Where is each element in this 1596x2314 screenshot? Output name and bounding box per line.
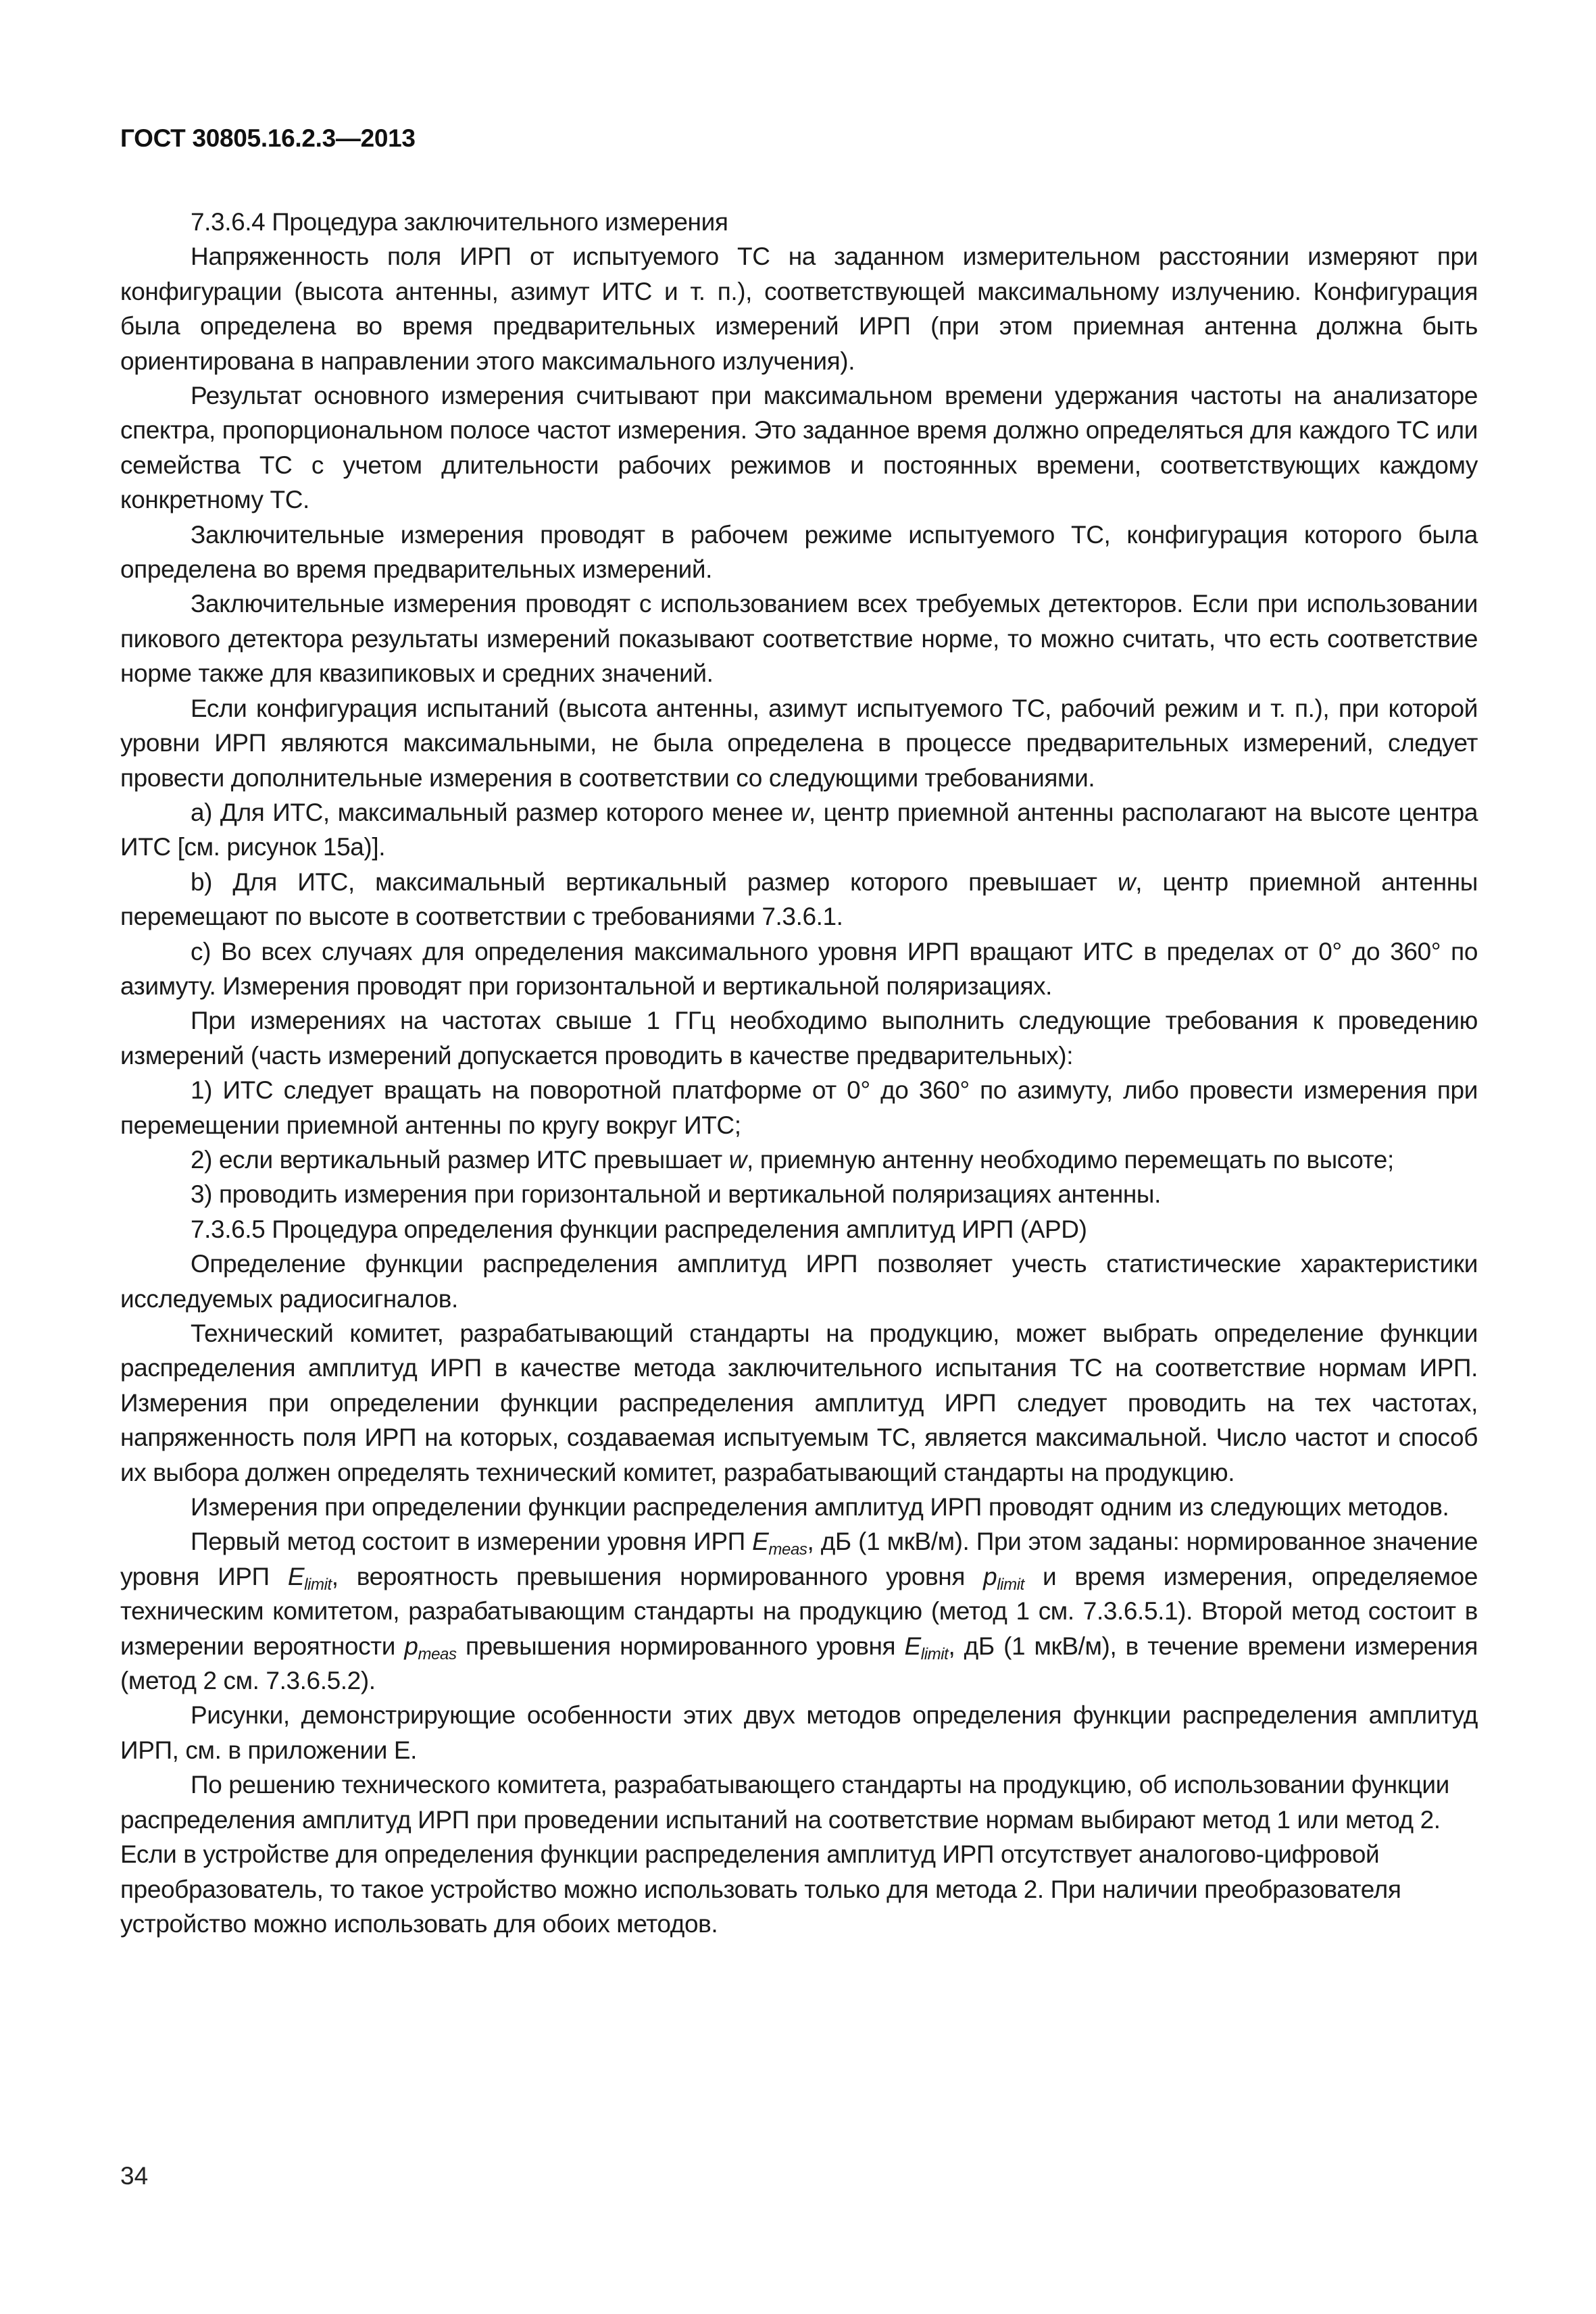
text-run: , центр приемной антенны располагают на высоте центра ИТС [см. рисунок 15а)]. <box>120 798 1478 861</box>
symbol-e-limit <box>904 1632 949 1663</box>
paragraph: Заключительные измерения проводят с использованием всех требуемых детекторов. Если при использовании пикового детектора результаты измерений показывают соответствие норме, то можно считать, что есть соответствие норме также для квазипиковых и средних значений. <box>120 590 1478 688</box>
list-item-c: с) Во всех случаях для определения максимального уровня ИРП вращают ИТС в пределах от 0° до 360° по азимуту. Измерения проводят при горизонтальной и вертикальной поляризациях. <box>120 937 1478 1000</box>
symbol-p-limit <box>983 1562 1024 1594</box>
text-run: , вероятность превышения нормированного уровня <box>331 1562 984 1590</box>
list-item-1: 1) ИТС следует вращать на поворотной платформе от 0° до 360° по азимуту, либо провести измерения при перемещении приемной антенны по кругу вокруг ИТС; <box>120 1076 1478 1139</box>
list-item-a <box>120 795 1478 865</box>
paragraph: Определение функции распределения амплитуд ИРП позволяет учесть статистические характеристики исследуемых радиосигналов. <box>120 1250 1478 1313</box>
paragraph: Результат основного измерения считывают при максимальном времени удержания частоты на анализаторе спектра, пропорциональном полосе частот измерения. Это заданное время должно определяться для каждого ТС или семейства ТС с учетом длительности рабочих режимов и постоянных времени, соответствующих каждому конкретному ТС. <box>120 382 1478 514</box>
section-heading-7-3-6-4: 7.3.6.4 Процедура заключительного измерения <box>191 208 728 236</box>
text-run: , дБ (1 мкВ/м). При этом заданы: нормированное значение уровня ИРП <box>120 1528 1478 1590</box>
variable-w: w <box>1117 867 1136 896</box>
document-header: ГОСТ 30805.16.2.3—2013 <box>120 124 416 152</box>
document-body <box>120 205 1478 1941</box>
symbol-base: p <box>983 1562 997 1590</box>
symbol-subscript: limit <box>997 1575 1024 1594</box>
symbol-subscript: meas <box>418 1644 457 1663</box>
text-run: превышения нормированного уровня <box>456 1632 905 1660</box>
paragraph: Технический комитет, разрабатывающий стандарты на продукцию, может выбрать определение функции распределения амплитуд ИРП в качестве метода заключительного испытания ТС на соответствие нормам ИРП. Измерения при определении функции распределения амплитуд ИРП следует проводить на тех частотах, напряженность поля ИРП на которых, создаваемая испытуемым ТС, является максимальной. Число частот и способ их выбора должен определять технический комитет, разрабатывающий стандарты на продукцию. <box>120 1319 1478 1486</box>
text-run: , дБ (1 мкВ/м), в течение времени измерения (метод 2 см. 7.3.6.5.2). <box>120 1632 1478 1695</box>
paragraph: По решению технического комитета, разрабатывающего стандарты на продукцию, об использовании функции распределения амплитуд ИРП при проведении испытаний на соответствие нормам выбирают метод 1 или метод 2. Если в устройстве для определения функции распределения амплитуд ИРП отсутствует аналогово-цифровой преобразователь, то такое устройство можно использовать только для метода 2. При наличии преобразователя устройство можно использовать для обоих методов. <box>120 1771 1449 1938</box>
paragraph: Если конфигурация испытаний (высота антенны, азимут испытуемого ТС, рабочий режим и т. п.), при которой уровни ИРП являются максимальными, не была определена в процессе предварительных измерений, следует провести дополнительные измерения в соответствии со следующими требованиями. <box>120 694 1478 792</box>
list-item-2 <box>120 1142 1478 1177</box>
text-run: Первый метод состоит в измерении уровня ИРП <box>191 1528 753 1556</box>
symbol-subscript: meas <box>768 1540 807 1559</box>
symbol-base: E <box>904 1632 921 1660</box>
symbol-e-meas <box>752 1528 807 1559</box>
paragraph-methods <box>120 1524 1478 1698</box>
symbol-base: E <box>287 1562 305 1590</box>
variable-w: w <box>791 798 809 826</box>
paragraph: Заключительные измерения проводят в рабочем режиме испытуемого ТС, конфигурация которого была определена во время предварительных измерений. <box>120 520 1478 584</box>
symbol-subscript: limit <box>304 1575 332 1594</box>
symbol-base: E <box>752 1528 769 1556</box>
section-heading-7-3-6-5: 7.3.6.5 Процедура определения функции распределения амплитуд ИРП (APD) <box>191 1215 1087 1243</box>
page-number: 34 <box>120 2162 149 2190</box>
text-run: , центр приемной антенны перемещают по высоте в соответствии с требованиями 7.3.6.1. <box>120 867 1478 931</box>
symbol-e-limit <box>287 1562 332 1594</box>
variable-w: w <box>728 1145 747 1174</box>
text-run: b) Для ИТС, максимальный вертикальный размер которого превышает <box>191 867 1118 896</box>
symbol-subscript: limit <box>920 1644 949 1663</box>
text-run: 2) если вертикальный размер ИТС превышает <box>191 1145 729 1174</box>
list-item-b <box>120 865 1478 934</box>
text-run: , приемную антенну необходимо перемещать по высоте; <box>747 1145 1394 1174</box>
symbol-base: p <box>404 1632 418 1660</box>
paragraph: Измерения при определении функции распределения амплитуд ИРП проводят одним из следующих методов. <box>191 1493 1449 1521</box>
paragraph: Рисунки, демонстрирующие особенности этих двух методов определения функции распределения амплитуд ИРП, см. в приложении Е. <box>120 1701 1478 1764</box>
text-run: и время измерения, определяемое техническим комитетом, разрабатывающим стандарты на продукцию (метод 1 см. 7.3.6.5.1). Второй метод состоит в измерении вероятности <box>120 1562 1478 1660</box>
paragraph: Напряженность поля ИРП от испытуемого ТС на заданном измерительном расстоянии измеряют при конфигурации (высота антенны, азимут ИТС и т. п.), соответствующей максимальному излучению. Конфигурация была определена во время предварительных измерений ИРП (при этом приемная антенна должна быть ориентирована в направлении этого максимального излучения). <box>120 243 1478 375</box>
symbol-p-meas <box>404 1632 457 1663</box>
paragraph: При измерениях на частотах свыше 1 ГГц необходимо выполнить следующие требования к проведению измерений (часть измерений допускается проводить в качестве предварительных): <box>120 1007 1478 1070</box>
list-item-3: 3) проводить измерения при горизонтальной и вертикальной поляризациях антенны. <box>191 1180 1162 1209</box>
text-run: а) Для ИТС, максимальный размер которого менее <box>191 798 791 826</box>
